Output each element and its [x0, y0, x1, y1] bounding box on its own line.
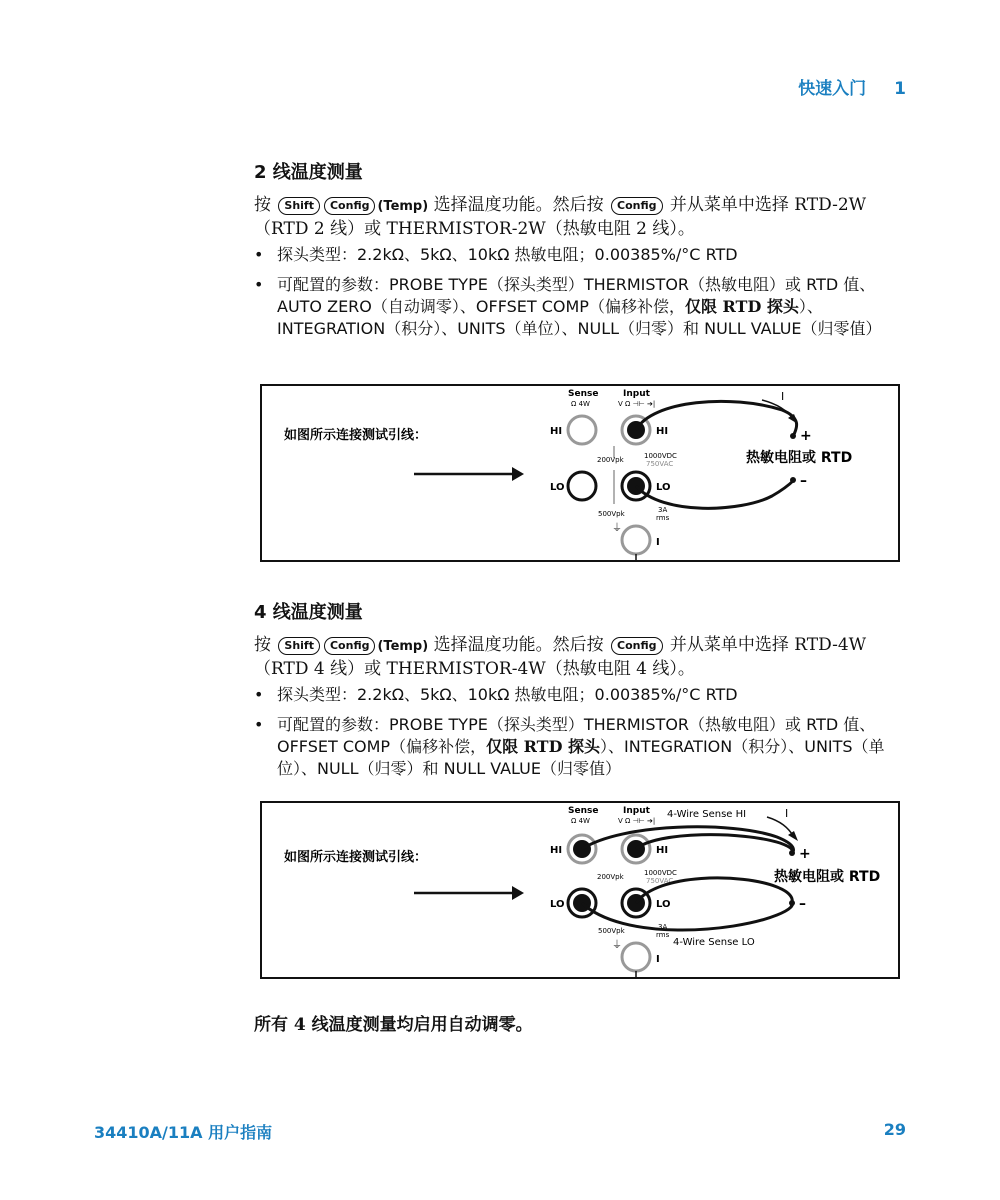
input-lo-label: LO: [656, 482, 671, 493]
current-symbol: I: [785, 807, 789, 820]
bullet-probe-type: • 探头类型：2.2kΩ、5kΩ、10kΩ 热敏电阻；0.00385%/°C RTD: [254, 244, 914, 266]
input-label: Input: [623, 389, 650, 399]
sense-sub: Ω 4W: [571, 400, 590, 408]
connection-diagram-4wire: [260, 801, 900, 979]
bullet-text: 探头类型：2.2kΩ、5kΩ、10kΩ 热敏电阻；0.00385%/°C RTD: [277, 685, 738, 704]
plus-sign: +: [800, 428, 812, 444]
para-text: 按: [254, 635, 271, 655]
section-title-4wire: 4 线温度测量: [254, 602, 363, 623]
sense-lo-label: LO: [550, 899, 565, 910]
config-key: Config: [324, 197, 376, 215]
bullet-params: • 可配置的参数：PROBE TYPE（探头类型）THERMISTOR（热敏电阻）或 RTD 值、AUTO ZERO（自动调零）、OFFSET COMP（偏移补偿，仅限 RTD 探头）、INTEGRATION（积分）、UNITS（单位）、NULL（归零）和 NULL VALUE（归零值）: [254, 275, 882, 338]
sense-label: Sense: [568, 806, 599, 816]
footer-page-number: 29: [883, 1120, 906, 1139]
sense-lo-wire: [582, 903, 792, 930]
input-lo-label: LO: [656, 899, 671, 910]
section-title-2wire: 2 线温度测量: [254, 162, 363, 183]
bullet-text: ）、INTEGRATION（积分）、UNITS（单位）、NULL（归零）和 NULL VALUE（归零值）: [277, 737, 885, 778]
current-terminal-label: I: [656, 537, 660, 548]
footer-doc-title: 34410A/11A 用户指南: [94, 1123, 273, 1142]
current-terminal: [622, 526, 650, 554]
paragraph-2wire: [254, 194, 914, 240]
para-text: （RTD 4 线）或 THERMISTOR-4W（热敏电阻 4 线）。: [254, 659, 695, 679]
sense-hi-label: HI: [550, 426, 563, 437]
arrow-icon: [512, 467, 524, 481]
input-sub: V Ω ⊣⊢ ➔|: [618, 817, 656, 825]
bullet-text: 探头类型：2.2kΩ、5kΩ、10kΩ 热敏电阻；0.00385%/°C RTD: [277, 245, 738, 264]
device-label: 热敏电阻或 RTD: [774, 869, 881, 885]
running-header: [798, 74, 906, 99]
current-terminal-label: I: [656, 954, 660, 965]
rating-1000vdc: 1000VDC: [644, 452, 677, 460]
para-text: 选择温度功能。然后按: [433, 635, 604, 655]
para-text: 并从菜单中选择 RTD-4W: [669, 635, 867, 655]
para-text: 按: [254, 195, 271, 215]
sense-hi-wire-label: 4-Wire Sense HI: [667, 809, 747, 820]
rating-200vpk: 200Vpk: [597, 873, 624, 881]
input-hi-label: HI: [656, 426, 669, 437]
bullet-bold: 仅限 RTD 探头: [684, 297, 799, 316]
current-terminal: [622, 943, 650, 971]
diagram-instruction: 如图所示连接测试引线：: [284, 428, 428, 443]
sense-sub: Ω 4W: [571, 817, 590, 825]
auto-zero-note: 所有 4 线温度测量均启用自动调零。: [254, 1015, 533, 1035]
connection-diagram-2wire: [260, 384, 900, 562]
rating-500vpk: 500Vpk: [598, 927, 625, 935]
shift-key: Shift: [278, 197, 320, 215]
bullet-text: 可配置的参数：PROBE TYPE（探头类型）THERMISTOR（热敏电阻）或 RTD 值、AUTO ZERO（自动调零）、OFFSET COMP（偏移补偿，: [277, 275, 876, 316]
rating-3a: 3A: [658, 923, 668, 931]
device-label: 热敏电阻或 RTD: [746, 450, 853, 466]
ground-icon: ⏚: [612, 523, 622, 534]
current-symbol: I: [781, 390, 785, 403]
header-section: 快速入门: [798, 79, 867, 99]
rating-200vpk: 200Vpk: [597, 456, 624, 464]
sense-lo-wire-label: 4-Wire Sense LO: [673, 937, 755, 948]
bullet-text: 可配置的参数：PROBE TYPE（探头类型）THERMISTOR（热敏电阻）或 RTD 值、OFFSET COMP（偏移补偿，: [277, 715, 876, 756]
sense-hi-label: HI: [550, 845, 563, 856]
input-sub: V Ω ⊣⊢ ➔|: [618, 400, 656, 408]
sense-lo-label: LO: [550, 482, 565, 493]
rating-500vpk: 500Vpk: [598, 510, 625, 518]
plus-sign: +: [799, 846, 811, 862]
paragraph-4wire: [254, 634, 914, 680]
input-hi-label: HI: [656, 845, 669, 856]
diagram-instruction: 如图所示连接测试引线：: [284, 850, 428, 865]
minus-sign: –: [800, 473, 807, 489]
sense-lo-terminal: [568, 472, 596, 500]
arrow-icon: [512, 886, 524, 900]
config-key: Config: [611, 637, 663, 655]
rating-750vac: 750VAC: [646, 877, 674, 885]
para-text: （RTD 2 线）或 THERMISTOR-2W（热敏电阻 2 线）。: [254, 219, 695, 239]
bullet-bold: 仅限 RTD 探头: [486, 737, 601, 756]
sense-hi-terminal: [568, 416, 596, 444]
temp-label: (Temp): [377, 639, 429, 654]
para-text: 并从菜单中选择 RTD-2W: [669, 195, 867, 215]
input-label: Input: [623, 806, 650, 816]
bullet-text: ）、INTEGRATION（积分）、UNITS（单位）、NULL（归零）和 NULL VALUE（归零值）: [277, 297, 882, 338]
rating-rms: rms: [656, 514, 670, 522]
config-key: Config: [324, 637, 376, 655]
rating-750vac: 750VAC: [646, 460, 674, 468]
temp-label: (Temp): [377, 199, 429, 214]
rating-3a: 3A: [658, 506, 668, 514]
bullet-probe-type: • 探头类型：2.2kΩ、5kΩ、10kΩ 热敏电阻；0.00385%/°C RTD: [254, 684, 914, 706]
rating-1000vdc: 1000VDC: [644, 869, 677, 877]
config-key: Config: [611, 197, 663, 215]
header-chapter: 1: [894, 79, 906, 99]
current-arrow-icon: [788, 831, 798, 841]
shift-key: Shift: [278, 637, 320, 655]
sense-label: Sense: [568, 389, 599, 399]
rating-rms: rms: [656, 931, 670, 939]
bullet-params: • 可配置的参数：PROBE TYPE（探头类型）THERMISTOR（热敏电阻）或 RTD 值、OFFSET COMP（偏移补偿，仅限 RTD 探头）、INTEGRATION（积分）、UNITS（单位）、NULL（归零）和 NULL VALUE（归零值）: [254, 715, 885, 778]
para-text: 选择温度功能。然后按: [433, 195, 604, 215]
minus-sign: –: [799, 896, 806, 912]
ground-icon: ⏚: [612, 940, 622, 951]
